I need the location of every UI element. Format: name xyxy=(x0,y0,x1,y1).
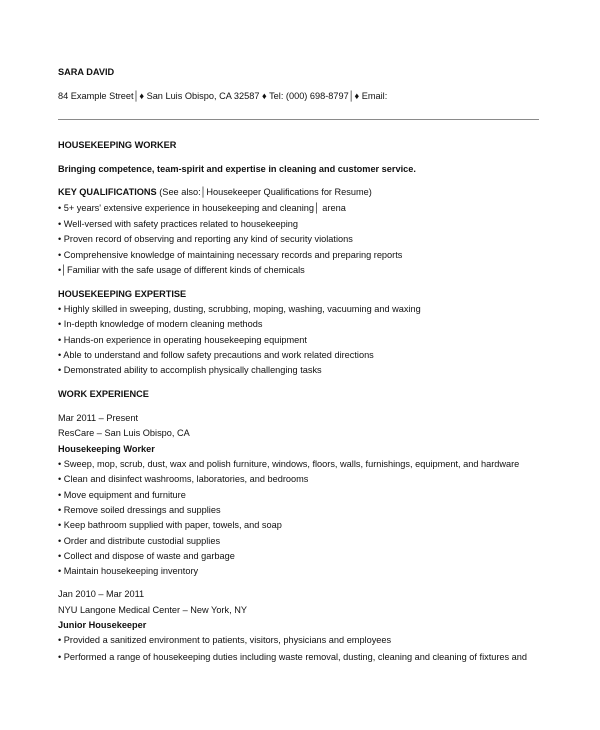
job-duty-item: • Provided a sanitized environment to patients, visitors, physicians and employees xyxy=(58,635,392,645)
qualifications-heading-row xyxy=(58,186,372,198)
job-role: Housekeeping Worker xyxy=(58,444,155,454)
qualification-item: • Well-versed with safety practices related to housekeeping xyxy=(58,219,299,229)
expertise-item: • In-depth knowledge of modern cleaning methods xyxy=(58,319,263,329)
qualification-item: • 5+ years' extensive experience in housekeeping and cleaning│ arena xyxy=(58,203,346,213)
see-also-link[interactable]: (See also:│Housekeeper Qualifications for Resume) xyxy=(159,187,372,197)
qualifications-heading: KEY QUALIFICATIONS xyxy=(58,187,157,197)
job-duty-item: • Sweep, mop, scrub, dust, wax and polish furniture, windows, floors, walls, furnishings, equipment, and hardware xyxy=(58,459,520,469)
job-duty-item: • Maintain housekeeping inventory xyxy=(58,566,199,576)
experience-heading: WORK EXPERIENCE xyxy=(58,389,149,399)
job-duty-item: • Keep bathroom supplied with paper, towels, and soap xyxy=(58,520,282,530)
header-divider xyxy=(58,119,539,120)
candidate-name: SARA DAVID xyxy=(58,67,115,77)
contact-line: 84 Example Street│♦ San Luis Obispo, CA 32587 ♦ Tel: (000) 698-8797│♦ Email: xyxy=(58,91,388,101)
job-duty-item: • Move equipment and furniture xyxy=(58,490,186,500)
expertise-item: • Demonstrated ability to accomplish physically challenging tasks xyxy=(58,365,322,375)
job-duty-item: • Performed a range of housekeeping duties including waste removal, dusting, cleaning and cleaning of fixtures and xyxy=(58,652,528,662)
summary-statement: Bringing competence, team-spirit and expertise in cleaning and customer service. xyxy=(58,164,416,174)
qualification-item: •│Familiar with the safe usage of different kinds of chemicals xyxy=(58,265,305,275)
expertise-item: • Hands-on experience in operating housekeeping equipment xyxy=(58,335,307,345)
expertise-item: • Able to understand and follow safety precautions and work related directions xyxy=(58,350,374,360)
job-dates: Mar 2011 – Present xyxy=(58,413,139,423)
job-duty-item: • Clean and disinfect washrooms, laboratories, and bedrooms xyxy=(58,474,309,484)
qualification-item: • Proven record of observing and reporting any kind of security violations xyxy=(58,234,353,244)
job-duty-item: • Remove soiled dressings and supplies xyxy=(58,505,221,515)
job-duty-item: • Order and distribute custodial supplies xyxy=(58,536,221,546)
job-role: Junior Housekeeper xyxy=(58,620,147,630)
job-employer: NYU Langone Medical Center – New York, NY xyxy=(58,605,247,615)
job-dates: Jan 2010 – Mar 2011 xyxy=(58,589,145,599)
expertise-heading: HOUSEKEEPING EXPERTISE xyxy=(58,289,187,299)
qualification-item: • Comprehensive knowledge of maintaining necessary records and preparing reports xyxy=(58,250,403,260)
job-title: HOUSEKEEPING WORKER xyxy=(58,140,177,150)
job-duty-item: • Collect and dispose of waste and garbage xyxy=(58,551,235,561)
expertise-item: • Highly skilled in sweeping, dusting, scrubbing, moping, washing, vacuuming and waxing xyxy=(58,304,421,314)
job-employer: ResCare – San Luis Obispo, CA xyxy=(58,428,190,438)
